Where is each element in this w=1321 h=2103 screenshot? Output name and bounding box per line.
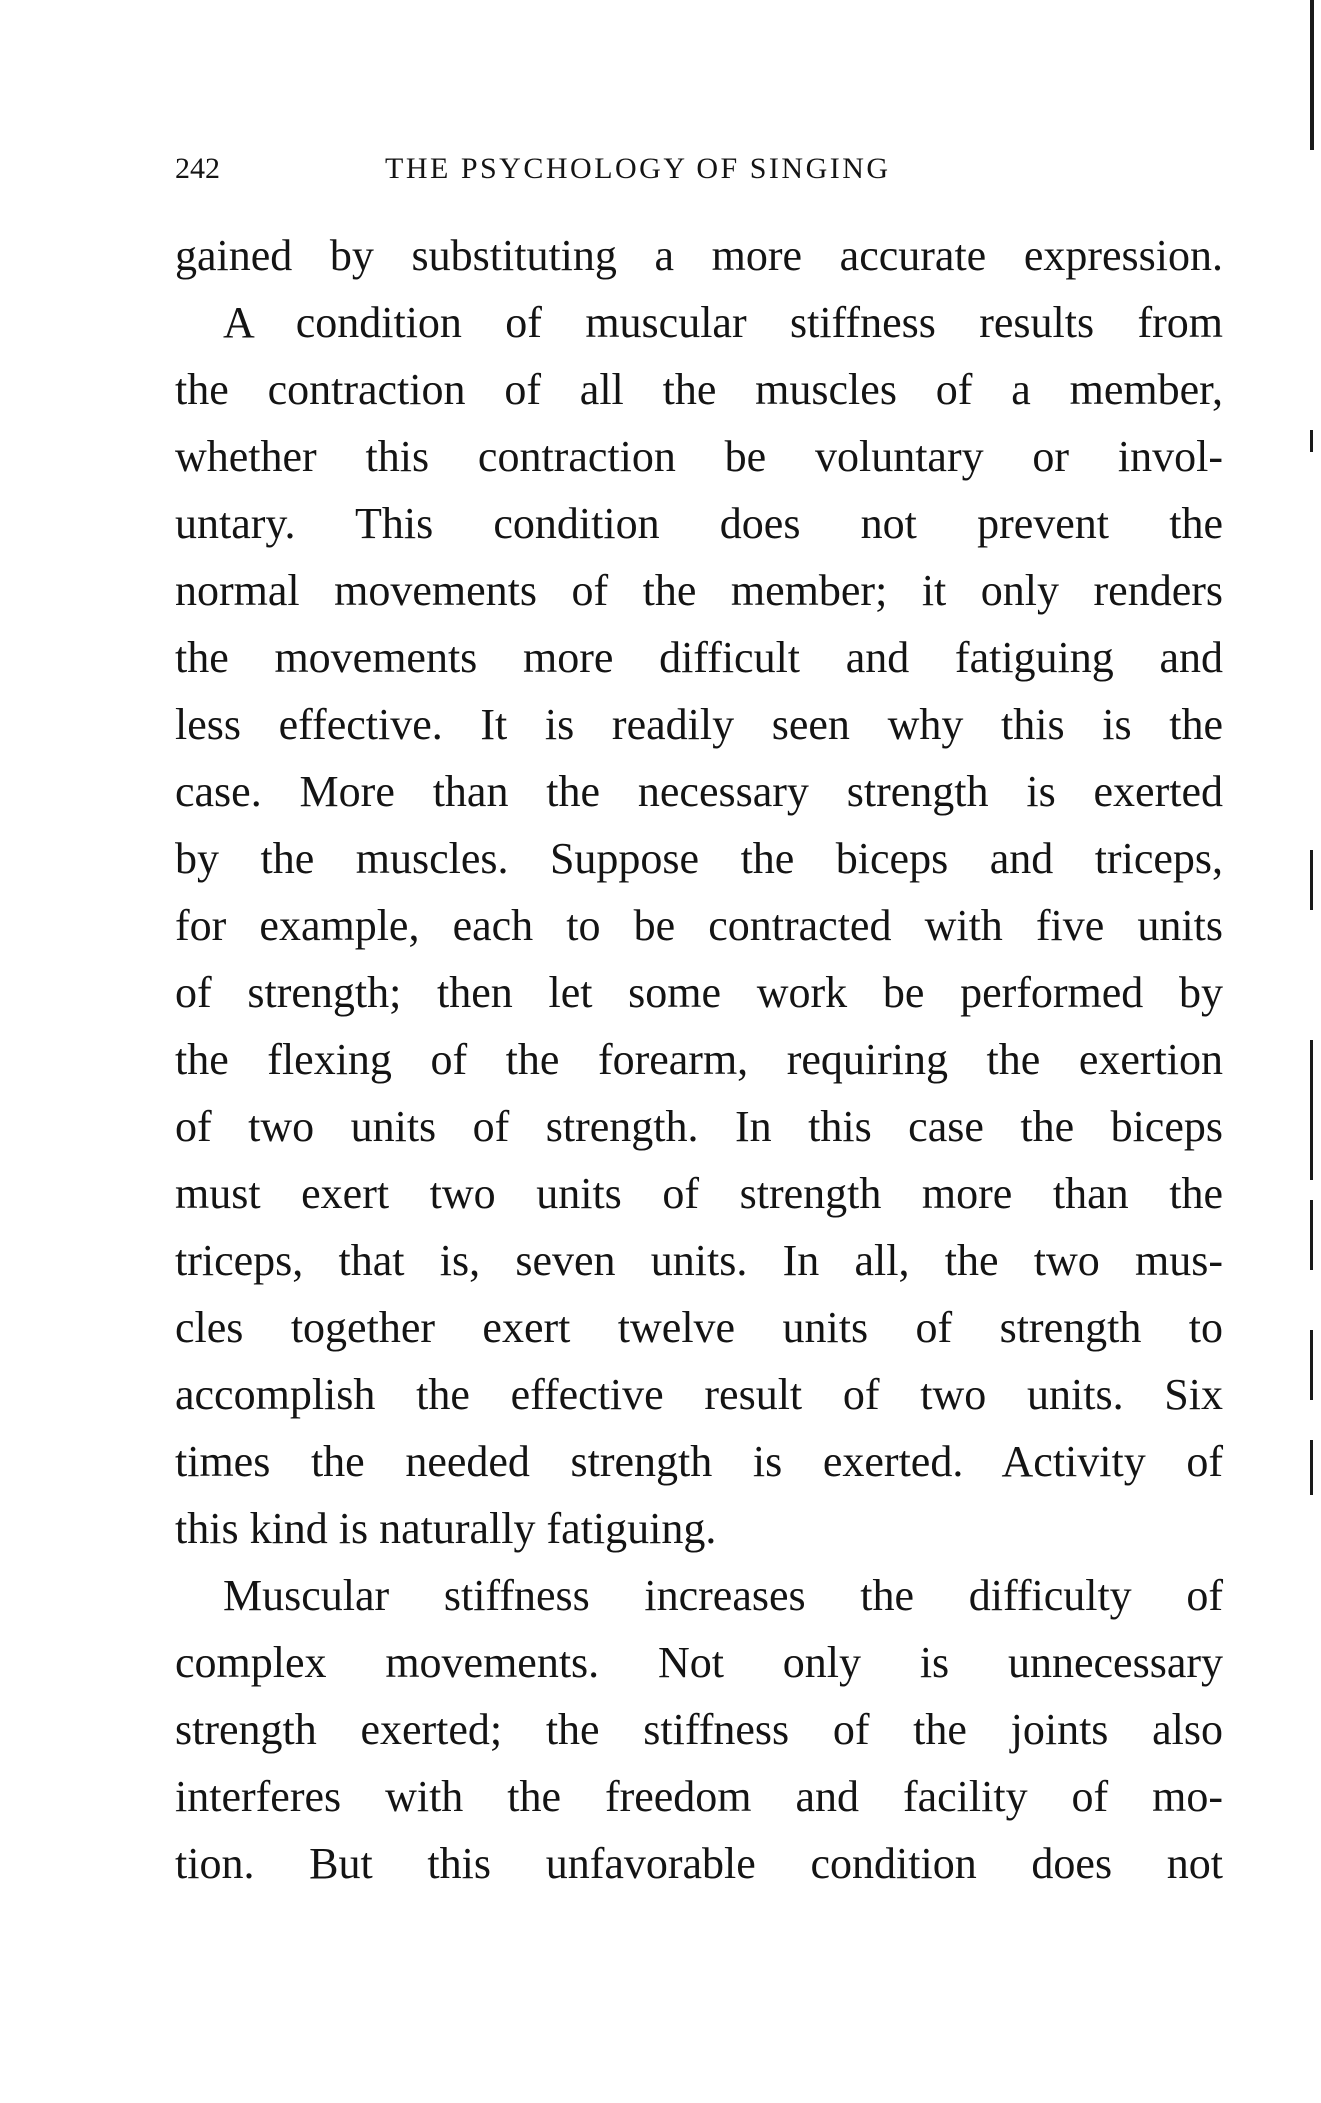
scan-edge-mark bbox=[1310, 1440, 1313, 1495]
text-line: strength exerted; the stiffness of the joints also bbox=[175, 1705, 1223, 1754]
text-line: case. More than the necessary strength is exerted bbox=[175, 767, 1223, 816]
text-line: whether this contraction be voluntary or invol- bbox=[175, 432, 1223, 481]
scan-edge-mark bbox=[1310, 850, 1313, 910]
text-line: for example, each to be contracted with five units bbox=[175, 901, 1223, 950]
text-line: the contraction of all the muscles of a member, bbox=[175, 365, 1223, 414]
text-line: times the needed strength is exerted. Activity of bbox=[175, 1437, 1223, 1486]
scan-edge-mark bbox=[1310, 1040, 1313, 1180]
text-line: untary. This condition does not prevent the bbox=[175, 499, 1223, 548]
running-head: THE PSYCHOLOGY OF SINGING bbox=[385, 152, 891, 185]
page-number: 242 bbox=[175, 152, 220, 185]
text-line: triceps, that is, seven units. In all, the two mus- bbox=[175, 1236, 1223, 1285]
text-line: of strength; then let some work be performed by bbox=[175, 968, 1223, 1017]
text-line: by the muscles. Suppose the biceps and triceps, bbox=[175, 834, 1223, 883]
scan-edge-mark bbox=[1310, 0, 1314, 150]
text-line: complex movements. Not only is unnecessary bbox=[175, 1638, 1223, 1687]
paragraph bbox=[175, 1562, 1223, 1897]
text-line: less effective. It is readily seen why this is the bbox=[175, 700, 1223, 749]
scan-edge-mark bbox=[1310, 1200, 1313, 1270]
text-line: accomplish the effective result of two units. Six bbox=[175, 1370, 1223, 1419]
text-line: A condition of muscular stiffness results from bbox=[223, 298, 1223, 347]
text-line: the flexing of the forearm, requiring the exertion bbox=[175, 1035, 1223, 1084]
text-line: Muscular stiffness increases the difficulty of bbox=[223, 1571, 1223, 1620]
paragraph bbox=[175, 222, 1223, 289]
text-line: interferes with the freedom and facility of mo- bbox=[175, 1772, 1223, 1821]
body-text bbox=[175, 222, 1223, 1897]
scan-edge-mark bbox=[1310, 1330, 1313, 1400]
text-line: of two units of strength. In this case the biceps bbox=[175, 1102, 1223, 1151]
paragraph bbox=[175, 289, 1223, 1562]
page-header bbox=[175, 152, 1225, 192]
text-line: cles together exert twelve units of strength to bbox=[175, 1303, 1223, 1352]
text-line: the movements more difficult and fatiguing and bbox=[175, 633, 1223, 682]
text-line: gained by substituting a more accurate expression. bbox=[175, 231, 1223, 280]
scan-edge-mark bbox=[1310, 430, 1313, 452]
text-line: normal movements of the member; it only renders bbox=[175, 566, 1223, 615]
text-line: this kind is naturally fatiguing. bbox=[175, 1504, 717, 1553]
text-line: must exert two units of strength more than the bbox=[175, 1169, 1223, 1218]
text-line: tion. But this unfavorable condition does not bbox=[175, 1839, 1223, 1888]
